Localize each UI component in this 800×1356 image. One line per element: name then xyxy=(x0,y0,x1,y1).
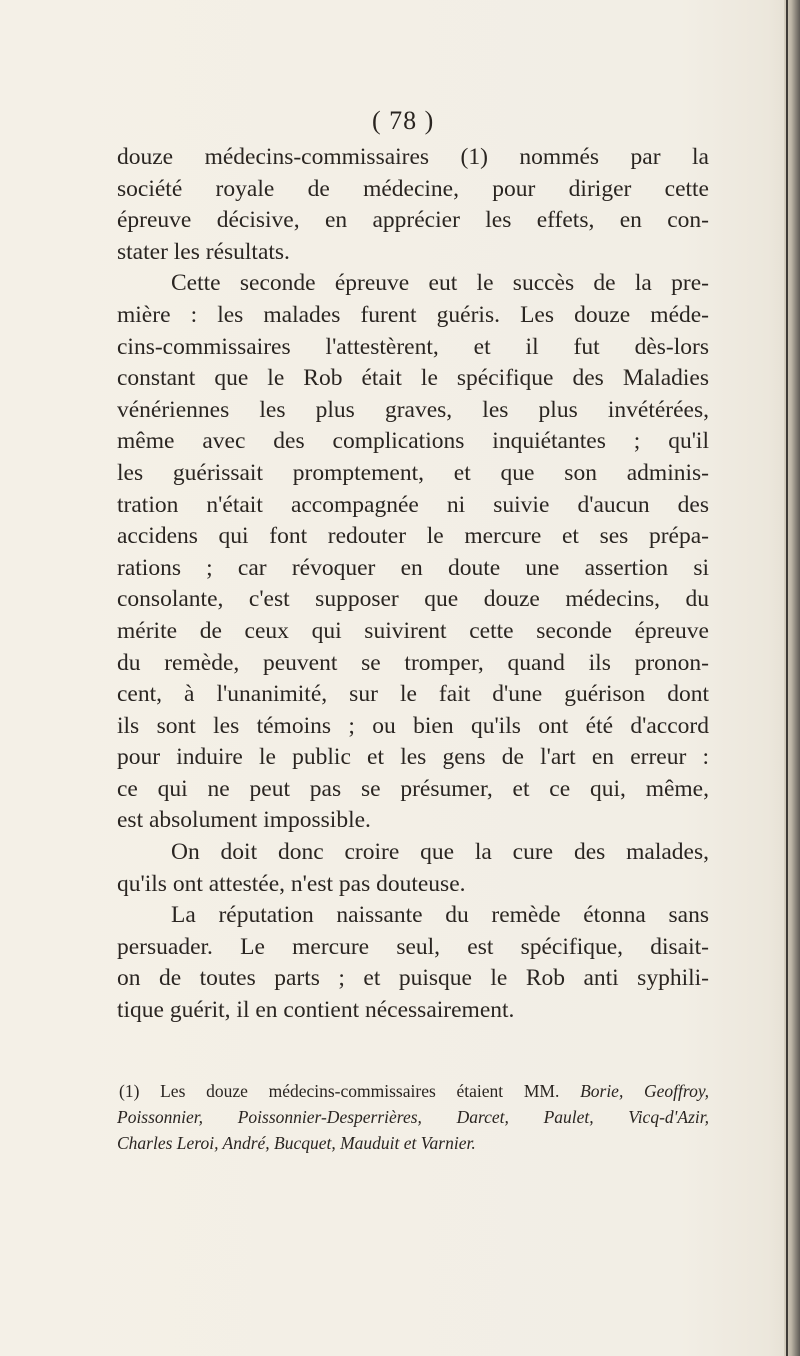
text-line: ils sont les témoins ; ou bien qu'ils ont été d'accord xyxy=(117,712,709,739)
footnote xyxy=(117,1078,709,1156)
text-line: Cette seconde épreuve eut le succès de la pre- xyxy=(171,270,709,297)
text-line: vénériennes les plus graves, les plus invétérées, xyxy=(117,396,709,423)
footnote-line: Poissonnier, Poissonnier-Desperrières, Darcet, Paulet, Vicq-d'Azir, xyxy=(117,1107,709,1127)
text-line: est absolument impossible. xyxy=(117,807,371,834)
text-line: ce qui ne peut pas se présumer, et ce qui, même, xyxy=(117,775,709,802)
text-line: accidens qui font redouter le mercure et ses prépa- xyxy=(117,523,709,550)
text-line: épreuve décisive, en apprécier les effets, en con- xyxy=(117,207,709,234)
text-line: La réputation naissante du remède étonna sans xyxy=(171,902,709,929)
text-line: On doit donc croire que la cure des malades, xyxy=(171,839,709,866)
text-line: cent, à l'unanimité, sur le fait d'une guérison dont xyxy=(117,681,709,708)
binding-edge-line xyxy=(786,0,788,1356)
body-text xyxy=(117,142,709,1027)
text-line: du remède, peuvent se tromper, quand ils pronon- xyxy=(117,649,709,676)
text-line: pour induire le public et les gens de l'art en erreur : xyxy=(117,744,709,771)
footnote-lead: (1) Les douze médecins-commissaires étaient MM. xyxy=(119,1081,560,1101)
text-line: stater les résultats. xyxy=(117,238,290,265)
text-line: cins-commissaires l'attestèrent, et il fut dès-lors xyxy=(117,333,709,360)
text-line: mière : les malades furent guéris. Les douze méde- xyxy=(117,301,709,328)
text-line: on de toutes parts ; et puisque le Rob anti syphili- xyxy=(117,965,709,992)
text-line: les guérissait promptement, et que son adminis- xyxy=(117,459,709,486)
text-line: rations ; car révoquer en doute une assertion si xyxy=(117,554,709,581)
footnote-names: Borie, Geoffroy, xyxy=(580,1081,709,1101)
text-line: tration n'était accompagnée ni suivie d'aucun des xyxy=(117,491,709,518)
text-line: même avec des complications inquiétantes ; qu'il xyxy=(117,428,709,455)
footnote-line: Charles Leroi, André, Bucquet, Mauduit et Varnier. xyxy=(117,1133,476,1153)
page-number: ( 78 ) xyxy=(372,106,435,135)
text-line: société royale de médecine, pour diriger cette xyxy=(117,175,709,202)
text-line: consolante, c'est supposer que douze médecins, du xyxy=(117,586,709,613)
text-line: tique guérit, il en contient nécessairement. xyxy=(117,997,515,1024)
text-line: mérite de ceux qui suivirent cette seconde épreuve xyxy=(117,617,709,644)
text-line: douze médecins-commissaires (1) nommés par la xyxy=(117,144,709,170)
text-line: constant que le Rob était le spécifique des Maladies xyxy=(117,365,709,392)
text-line: persuader. Le mercure seul, est spécifique, disait- xyxy=(117,933,709,960)
footnote-line xyxy=(117,1078,709,1104)
text-line: qu'ils ont attestée, n'est pas douteuse. xyxy=(117,870,466,897)
